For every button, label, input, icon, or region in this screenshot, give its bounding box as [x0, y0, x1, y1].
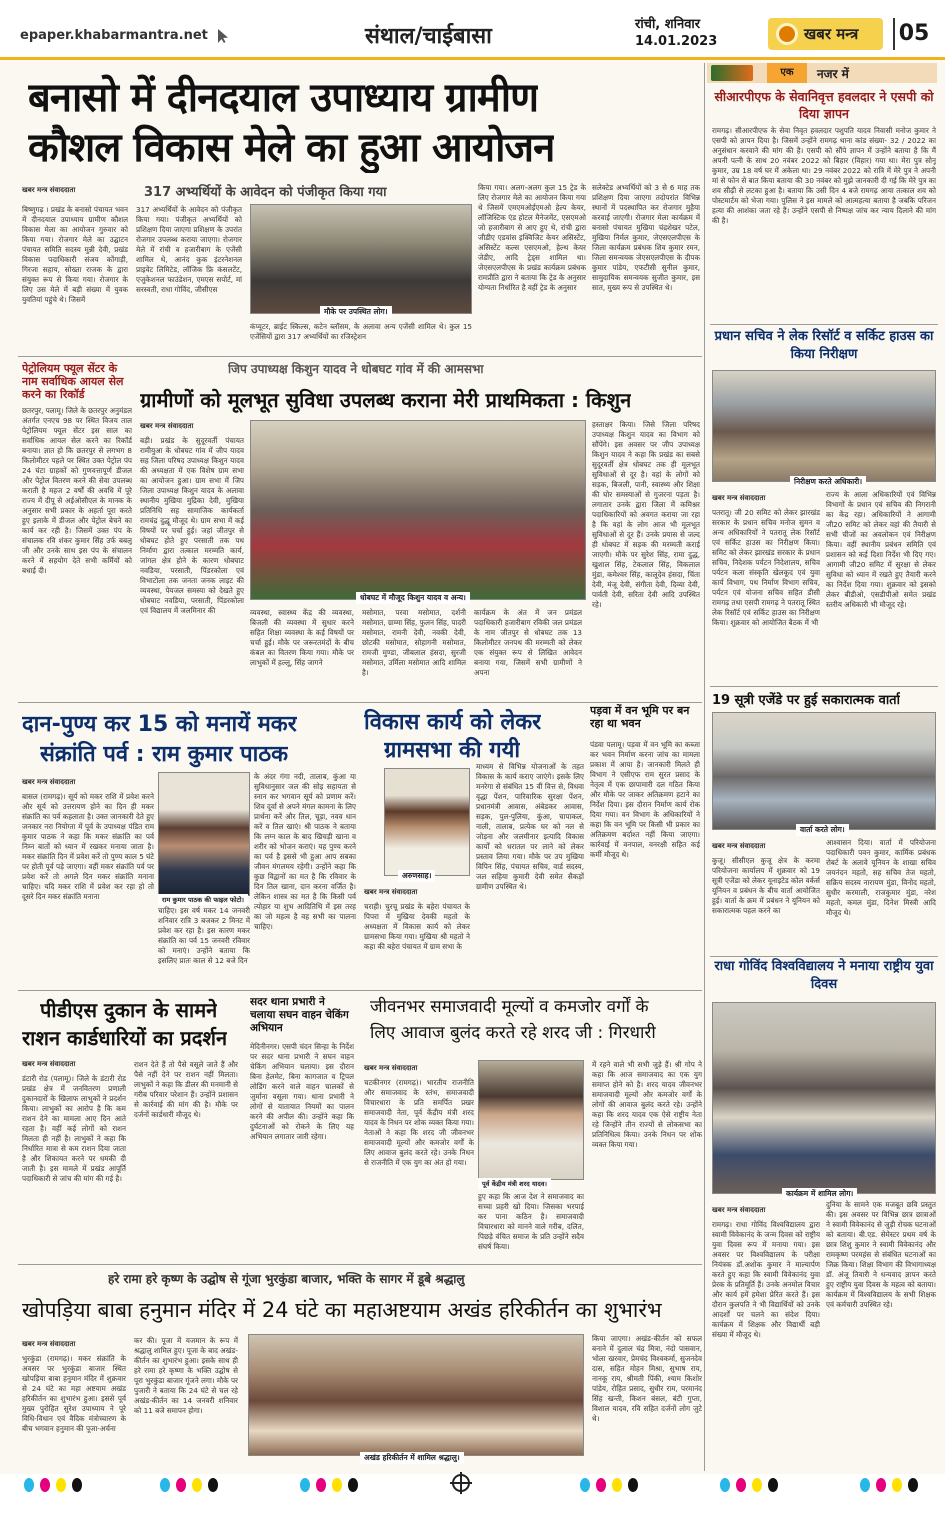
lead-photo-caption: मौके पर उपस्थित लोग।	[320, 306, 392, 318]
lead-col-3: कंप्यूटर, ब्राईट स्किल्स, कटेन ब्लॉसम, के अलावा अन्य एजेंसी शामिल थे। कुल 15 एजेंसियों द्वारा 317 अभ्यर्थियों का रजिस्ट्रेशन	[250, 322, 472, 341]
makar-headline-line1: दान-पुण्य कर 15 को मनायें मकर	[22, 712, 297, 737]
registration-dot	[176, 1478, 186, 1492]
lead-headline-line2: कौशल विकास मेले का हुआ आयोजन	[28, 125, 555, 171]
sharad-col-3: में रहने वाले भी सभी जुड़े हैं। श्री गोप ने कहा कि आज समाजवाद का एक युग समाप्त होने को है। शरद यादव जीवनभर समाजवादी मूल्यों और कमजोर वर्गों के लोगों की आवाज बुलंद करते रहे। उन्होंने कहा कि शरद यादव एक ऐसे राष्ट्रीय नेता रहे जिन्होंने तीन राज्यों से लोकसभा का प्रतिनिधित्व किया। उनके निधन पर शोक व्यक्त किया गया।	[592, 1060, 702, 1149]
lead-col-4: किया गया। अलग-अलग कुल 15 ट्रेड के लिए रोजगार मेले का आयोजन किया गया थे जिसमें एमएमओईएमओ हेल्प केयर, लॉजिस्टिक एंड होटल मैनेजमेंट, एसएमओ जो हजारीबाग से आए हुए थे, रांची द्वारा जीडीए एडवांस इक्विजिट केयर असिस्टेंट, असिस्टेंट कल्स एसएमओ, हेल्थ केयर जेडीए, आदि ट्रेड्स शामिल था। जेएसएलपीएस के प्रखंड कार्यक्रम प्रबंधक रामप्रीति द्वारा ने बताया कि ट्रेड के अनुसार योग्यता निर्धारित है वहीं ट्रेड के अनुसार	[478, 183, 586, 292]
divider	[710, 324, 938, 325]
divider	[18, 990, 702, 991]
van-headline: पड़वा में वन भूमि पर बन रहा था भवन	[590, 704, 690, 730]
yuva-byline: खबर मन्त्र संवाददाता	[712, 1206, 766, 1214]
hanuman-col-2: कर की। पूजा में यजमान के रूप में श्रद्धालु शामिल हुए। पूजा के बाद अखंड-कीर्तन का शुभारंभ हुआ। इसके साथ ही हरे रामा हरे कृष्णा के भक्ति उद्घोष से पूरा भुरकुंडा बाजार गूंजने लगा। मौके पर पुजारी ने बताया कि 24 घंटे से चल रहे अखंड-कीर्तन का 14 जनवरी शनिवार को 11 बजे समापन होगा।	[134, 1336, 238, 1415]
registration-crosshair-icon	[452, 1474, 470, 1492]
divider	[18, 356, 702, 357]
resort-photo	[712, 370, 936, 482]
kishun-col-2: व्यवस्था, स्वास्थ्य केंद्र की व्यवस्था, बिजली की व्यवस्था में सुधार करने सहित शिक्षा व्यवस्था के कई विषयों पर चर्चा हुई। मौके पर जरूरतमंदों के बीच कंबल का वितरण किया गया। मौके पर लाभुकों में हल्लू, सिंह जागने	[250, 608, 354, 667]
makar-col-3: के अंदर गंगा नदी, तालाब, कुंआ या सुविधानुसार जल की सोइ सहायता से स्नान कर भगवान सूर्य को प्रणाम करें। शिव दूर्वा से अपने मंगल कामना के लिए प्रार्थना करें और तिल, चूड़ा, नवव धान करें व तिल खाएं। श्री पाठक ने बताया कि लग्न काल के बाद खिचड़ी खाना व शरीर को भोजन कराएं। यह पुण्य करने का पर्व है इससे भी हुआ आप सबका जीवन मंगलमय रहेगी। उन्होंने कहा कि कुछ विद्वानों का मत है कि रविवार के दिन तिल खाना, दान करना वर्जित है। लेकिन शास्त्र का मत है कि किसी पर्व त्योहार या शुभ आदितिथि में इस तरह का जो महत्व है वह सभी का पालना चाहिए।	[254, 772, 356, 931]
makar-photo-caption: राम कुमार पाठक की फाइल फोटो।	[158, 894, 248, 905]
kishun-byline: खबर मन्त्र संवाददाता	[140, 422, 194, 430]
page-number: 05	[893, 18, 933, 50]
pds-col-2: राशन देते हैं तो पैसे वसूले जाते हैं और पैसे नहीं देने पर राशन नहीं मिलता। लाभुकों ने कहा कि डीलर की मनमानी से गरीब परिवार परेशान हैं। उन्होंने प्रशासन से कार्रवाई की मांग की है। मौके पर दर्जनों कार्डधारी मौजूद थे।	[134, 1060, 238, 1119]
registration-dot	[192, 1478, 202, 1492]
hanuman-photo-caption: अखंड हरिकीर्तन में शामिल श्रद्धालु।	[360, 1452, 464, 1464]
agenda-photo	[712, 712, 936, 830]
sidebar-tag	[707, 63, 937, 83]
registration-dot	[720, 1478, 730, 1492]
registration-dot	[892, 1478, 902, 1492]
kishun-photo	[250, 420, 586, 600]
agenda-photo-caption: वार्ता करते लोग।	[796, 824, 849, 836]
resort-col-2: राज्य के आला अधिकारियों एवं विभिन्न विभागों के प्रधान एवं सचिव की निगरानी का केंद्र रहा। अधिकारियों ने आगामी जी20 समिट को लेकर वहां की तैयारी से सभी चीजों का अवलोकन एवं निरीक्षण किया। वहीं स्थानीय प्रबंधन समिति एवं प्रशासन को कई दिशा निर्देश भी दिए गए। आगामी जी20 समिट में सुरक्षा से लेकर सुविधा को ध्यान में रखते हुए तैयारी करने का निर्देश दिया गया। शुक्रवार को इसको लेकर बीडीओ, एसडीपीओ समेत प्रखंड स्तरीय अधिकारी भी मौजूद रहे।	[826, 490, 936, 609]
page-header	[0, 0, 945, 60]
sharad-headline-line2: लिए आवाज बुलंद करते रहे शरद जी : गिरधारी	[370, 1023, 656, 1043]
divider	[710, 686, 938, 687]
yuva-photo-caption: कार्यक्रम में शामिल लोग।	[782, 1188, 857, 1200]
sharad-col-2: हुए कहा कि आज देश ने समाजवाद का सच्चा प्रहरी खो दिया। जिसका भरपाई कर पाना कठिन है। समाजवादी विचारधारा को मानने वाले गरीब, दलित, पिछड़े वंचित समाज के प्रति उन्होंने सदैव संघर्ष किया।	[478, 1192, 584, 1251]
vikas-headline-line1: विकास कार्य को लेकर	[364, 710, 542, 735]
pds-headline-line2: राशन कार्डधारियों का प्रदर्शन	[22, 1026, 228, 1050]
crpf-headline: सीआरपीएफ के सेवानिवृत्त हवलदार ने एसपी को दिया ज्ञापन	[714, 89, 934, 121]
lead-byline: खबर मन्त्र संवाददाता	[22, 186, 76, 194]
resort-headline: प्रधान सचिव ने लेक रिसॉर्ट व सर्किट हाउस का किया निरीक्षण	[714, 329, 934, 362]
registration-dot	[160, 1478, 170, 1492]
lead-photo	[250, 204, 472, 314]
agenda-headline: 19 सूत्री एजेंडे पर हुई सकारात्मक वार्ता	[712, 693, 900, 708]
kishun-col-4: कार्यक्रम के अंत में जन प्रमंडल पदाधिकारी हजारीबाग रविकी जल प्रमंडल के नाम जीतपुर से धोबघट तक 13 किलोमीटर जनपथ की मरम्मती को लेकर एक संयुक्त रूप से लिखित आवेदन बनाया गया, जिसमें सभी ग्रामीणों ने अपना	[474, 608, 582, 677]
lead-col-5: सलेक्टेड अभ्यर्थियों को 3 से 6 माह तक प्रशिक्षण दिया जाएगा तदोपरांत विभिन्न स्थानों में पदस्थापित कर रोजगार मुहैया करवाई जाएगी। रोजगार मेला कार्यक्रम में बनासो पंचायत मुखिया चंद्रशेखर पटेल, मुखिया निर्मल कुमार, जेएसएलपीएस के जिला कार्यक्रम प्रबंधक शिव कुमार रमन, जिला समन्वयक जेएसएलपीएस के दीपक कुमार पांडेय, एफटीसी सुनील कुमार, सामुदायिक समन्वयक सुजीत कुमार, इस सात, मुख्य रूप से उपस्थित थे।	[592, 183, 700, 292]
lead-subhead: 317 अभ्यर्थियों के आवेदन को पंजीकृत किया गया	[144, 185, 387, 200]
registration-dot	[580, 1478, 590, 1492]
thana-text: मेदिनीनगर। एसपी चंदन सिन्हा के निर्देश पर सदर थाना प्रभारी ने सघन वाहन चेकिंग अभियान चलाया। इस दौरान बिना हेलमेट, बिना कागजात व ट्रिपल लोडिंग करने वाले वाहन चालकों से जुर्माना वसूला गया। थाना प्रभारी ने लोगों से यातायात नियमों का पालन करने की अपील की। उन्होंने कहा कि दुर्घटनाओं को रोकने के लिए यह अभियान लगातार जारी रहेगा।	[250, 1042, 354, 1141]
hanuman-photo	[248, 1334, 584, 1456]
petrol-headline: पेट्रोलियम फ्यूल सेंटर के नाम सर्वाधिक आयल सेल करने का रिकॉर्ड	[22, 362, 124, 401]
registration-dot	[40, 1478, 50, 1492]
agenda-col-2: आश्वासन दिया। वार्ता में परियोजना पदाधिकारी पवन कुमार, कार्मिक प्रबंधक रोबर्ट के अलावे यूनियन के शाखा सचिव जयनंदन महतो, सह सचिव तेज महतो, सक्रिय सदस्य नारायण मुंडा, विनोद महतो, सुधीर करमाली, राजकुमार मुंडा, नरेश महतो, कमल मुंडा, दिनेश मिस्त्री आदि मौजूद थे।	[826, 838, 936, 917]
registration-dot	[876, 1478, 886, 1492]
edition-date: 14.01.2023	[635, 34, 718, 49]
kishun-kicker: जिप उपाध्यक्ष किशुन यादव ने धोबघट गांव में की आमसभा	[228, 362, 484, 376]
resort-photo-caption: निरीक्षण करते अधिकारी।	[790, 476, 866, 488]
agenda-col-1: कुजू। सीसीएल कुजू क्षेत्र के करमा परियोजना कार्यालय में शुक्रवार को 19 सूत्री एजेंडा को लेकर यूनाइटेड कोल वर्कर्स यूनियन व प्रबंधन के बीच वार्ता आयोजित हुई। वार्ता के क्रम में प्रबंधन ने यूनियन को सकारात्मक पहल करने का	[712, 856, 820, 915]
sharad-headline-line1: जीवनभर समाजवादी मूल्यों व कमजोर वर्गों के	[370, 997, 649, 1017]
kishun-col-3: मसोमात, परवा मसोमात, दर्शनी मसोमात, ग्राम्मा सिंह, फुलन सिंह, पादरी मसोमात, रामनी देवी, नवकी देवी, छोटकी मसोमात, सोहागनी मसोमात, रामजी मुण्डा, जीबलाल हंसदा, सुरजी मसोमात, उर्मिला मसोमात आदि शामिल है।	[362, 608, 466, 677]
registration-dot	[300, 1478, 310, 1492]
registration-dot	[208, 1478, 218, 1492]
cursor-icon	[218, 29, 228, 43]
sharad-photo	[478, 1060, 584, 1180]
sharad-photo-caption: पूर्व केंद्रीय मंत्री शरद यादव।	[478, 1178, 551, 1189]
kishun-col-1: बड़ी। प्रखंड के सुदूरवर्ती पंचायत रामीयुआ के धोबघट गांव में जीप यादव सह जिला परिषद उपाध्यक्ष किशुन यादव की अध्यक्षता में एक विशेष ग्राम सभा का आयोजन हुआ। ग्राम सभा में जिप जिला उपाध्यक्ष किशुन यादव के अलावा स्थानीय मुखिया मुद्रिका देवी, मुखिया प्रतिनिधि सह सामाजिक कार्यकर्ता रामचंद्र दुद्धू मौजूद थे। ग्राम सभा में कई विषयों पर चर्चा हुई। जहां जीतपुर से धोबघट होते हुए परसाती तक पथ निर्माण द्वारा तत्काल मरम्मति कार्य, जांगल क्षेत्र होने के कारण धोबघाट नवडिया, परसाती, पिंडरकोला एवं विभाटोला तक जनता जनक लाइट की व्यवस्था, पेयजल समस्या को देखते हुए धोबघाट नवडिया, परसाती, पिंडरकोला एवं विद्यालय में जलमिनार की	[140, 436, 244, 615]
registration-dot	[612, 1478, 622, 1492]
pds-headline-line1: पीडीएस दुकान के सामने	[40, 998, 218, 1022]
yuva-photo	[712, 1002, 936, 1194]
thana-headline: सदर थाना प्रभारी ने चलाया सघन वाहन चेकिंग अभियान	[250, 996, 349, 1034]
sharad-byline: खबर मन्त्र संवाददाता	[364, 1064, 418, 1072]
hanuman-col-3: किया जाएगा। अखंड-कीर्तन को सफल बनाने में दुलाल चंद्र मित्रा, नंदो पासवान, भोला खरवार, प्रेमचंद विश्वकर्मा, सुजनदेव दास, सहित मोहन मिश्रा, सुभाष राय, नानकू राय, श्रीमती पिंकी, श्याम किशोर पांडेय, रोहित प्रसाद, सुधीर राम, परमानंद सिंह खन्ती, किशन बंसल, बंटी गुप्ता, विशाल यादव, रवि सहित दर्जनों लोग जुटे थे।	[592, 1334, 702, 1423]
pds-byline: खबर मन्त्र संवाददाता	[22, 1060, 76, 1068]
tag-ek: एक	[767, 63, 807, 83]
divider	[18, 1264, 702, 1265]
registration-dot	[348, 1478, 358, 1492]
vikas-photo-caption: अरुणसाह।	[398, 870, 435, 882]
city-day: रांची, शनिवार	[635, 17, 701, 32]
vikas-byline: खबर मन्त्र संवाददाता	[364, 888, 418, 896]
kishun-headline: ग्रामीणों को मूलभूत सुविधा उपलब्ध कराना मेरी प्राथमिकता : किशुन	[140, 388, 632, 412]
vikas-photo	[384, 768, 470, 876]
brand-name: खबर मन्त्र	[804, 25, 859, 43]
yuva-col-1: रामगढ़। राधा गोविंद विश्वविद्यालय द्वारा स्वामी विवेकानंद के जन्म दिवस को राष्ट्रीय युवा दिवस रूप में मनाया गया। इस अवसर पर विश्वविद्यालय के परीक्षा नियंत्रक डॉ.अशोक कुमार ने माल्यार्पण करते हुए कहा कि स्वामी विवेकानंद युवा प्रेरक के प्रतिमूर्ति हैं। उनके अनमोल विचार और कार्य हमें हमेशा प्रेरित करते हैं। इस दौरान कुलपति ने भी विद्यार्थियों को उनके आदर्शों पर चलने का संदेश दिया। कार्यक्रम में शिक्षक और विद्यार्थी बड़ी संख्या में मौजूद थे।	[712, 1220, 820, 1339]
registration-dot	[752, 1478, 762, 1492]
makar-photo	[158, 772, 250, 896]
vikas-col-2: माध्यम से विभिन्न योजनाओं के तहत विकास के कार्य कराए जाएंगे। इसके लिए मनरेगा से संबंधित 15 वीं वित्त से, विधवा वृद्धा पेंशन, पारिवारिक सुरक्षा पेंशन, प्रधानमंत्री आवास, अंबेडकर आवास, सड़क, पुल-पुलिया, कुंआ, चापाकल, नाली, तालाब, प्रत्येक घर को नल से जोड़ना और जलमीनार इत्यादि विकास कार्यों को धरातल पर लाने को लेकर प्रस्ताव लिया गया। मौके पर उप मुखिया विपिन सिंह, पंचायत सचिव, वार्ड सदस्य, जल सहिया कुमारी देवी समेत सैकड़ों ग्रामीण उपस्थित थे।	[476, 762, 584, 891]
registration-dot	[768, 1478, 778, 1492]
makar-col-2: चाहिए। इस वर्ष मकर 14 जनवरी शनिवार रात्रि 3 बजकर 2 मिनट में प्रवेश कर रहा है। इस कारण मकर संक्रांति का पर्व 15 जनवरी रविवार को मनाएं। उन्होंने बताया कि इसलिए प्रातः काल से 12 बजे दिन	[158, 906, 250, 965]
makar-byline: खबर मन्त्र संवाददाता	[22, 778, 76, 786]
page-footer	[0, 1474, 945, 1517]
brand-emblem-icon	[776, 23, 798, 45]
lead-col-2: 317 अभ्यर्थियों के आवेदन को पंजीकृत किया गया। पंजीकृत अभ्यर्थियों को प्रशिक्षण दिया जाएगा प्रशिक्षण के उपरांत रोजगार उपलब्ध कराया जाएगा। रोजगार मेले में रांची व हजारीबाग के एजेंसी शामिल थे, आनंद कुक इंटरनेशनल प्राइवेट लिमिटेड, लॉजिक फ्रि कंसलटेंट, एजुकेशनल फाउंडेशन, एमएस सपोर्ट, मां सरस्वती, राधा गोविंद, जीसीएस	[136, 205, 242, 294]
resort-byline: खबर मन्त्र संवाददाता	[712, 494, 766, 502]
lead-headline-line1: बनासो में दीनदयाल उपाध्याय ग्रामीण	[28, 75, 539, 121]
hanuman-byline: खबर मन्त्र संवाददाता	[22, 1340, 76, 1348]
tag-title: नजर में	[817, 67, 849, 81]
epaper-url[interactable]: epaper.khabarmantra.net	[20, 28, 208, 43]
registration-dot	[24, 1478, 34, 1492]
registration-dot	[908, 1478, 918, 1492]
registration-dot	[56, 1478, 66, 1492]
kishun-col-5: हस्ताक्षर किया। जिसे जिला परिषद उपाध्यक्ष किशुन यादव का विभाग को सौंपेंगे। इस अवसर पर जीप उपाध्यक्ष किशुन यादव ने कहा कि प्रखंड का सबसे सुदूरवर्ती क्षेत्र धोबघट तक ही मूलभूत सुविधाओं से दूर है। वहां के लोगों को सड़क, बिजली, पानी, स्वास्थ्य और शिक्षा की घोर समस्याओं से गुजरना पड़ता है। लगातार उनके द्वारा जिला में कमिश्नर पदाधिकारियों को अवगत कराया जा रहा है कि वहां के लोग आज भी मूलभूत सुविधाओं से दूर हैं। उनके प्रयास से जल्द ही धोबघट में सड़क की मरम्मती कराई जाएगी। मौके पर सुरेश सिंह, रामा दुद्ध, खुशाल सिंह, टेकलाल सिंह, विकलाल मुंडा, कमेश्वर सिंह, कालूदेव हंसदा, चिंता देवी, मंजू देवी, संगीता देवी, दिव्या देवी, पार्वती देवी, सरिता देवी आदि उपस्थित रहे।	[592, 420, 700, 609]
makar-col-1: बासल (रामगढ़)। सूर्य को मकर राशि में प्रवेश करने और सूर्य को उत्तरायण होने का दिन ही मकर संक्रांति का पर्व कहलाता है। उक्त जानकारी देते हुए जनकार नरा नियोग्ता में पूर्व के उपाध्यक्ष पंडित राम कुमार पाठक ने कहा कि मकर संक्रांति का पर्व निम्न बातों को ध्यान में रखकर मनाया जाता है। मकर संक्रांति दिन में प्रवेश करें तो पुण्य काल 5 घंटे पर होती पूर्व पड़े जाएगा। वहीं मकर संक्रांति पर्व पर प्रवेश करें तो अगले दिन मकर संक्रांति मनाना चाहिए। यदि मकर राशि में प्रवेश कर रहा हो तो दूसरे दिन मकर संक्रांति मनाना	[22, 792, 154, 901]
section-title: संथाल/चाईबासा	[365, 23, 492, 49]
hanuman-col-1: भुरकुंडा (रामगढ़)। मकर संक्रांति के अवसर पर भुरकुंडा बाजार स्थित खोपड़िया बाबा हनुमान मंदिर में शुक्रवार से 24 घंटे का महा अष्टयाम अखंड हरिकीर्तन का शुभारंभ हुआ। इससे पूर्व मुख्य पुरोहित सुरेश उपाध्याय ने पूरे विधि-विधान एवं वैदिक मंत्रोच्चारण के बीच भगवान हनुमान की पूजा-अर्चना	[22, 1354, 126, 1433]
registration-dot	[332, 1478, 342, 1492]
lead-col-1: बिष्णुगढ़ । प्रखंड के बनासो पंचायत भवन में दीनदयाल उपाध्याय ग्रामीण कौशल विकास मेला का आयोजन गुरुवार को किया गया। रोजगार मेले का उद्घाटन पंचायत समिति सदस्य मुन्नी देवी, प्रखंड विकास पदाधिकारी संजय कोंगाड़ी, गिरजा सहाय, सोख्ता राजक के द्वारा संयुक्त रूप से किया गया। रोजगार के लिए उस मेले में बड़ी संख्या में युवक युवतियां पहुंचे थे। जिसमें	[22, 205, 128, 304]
yuva-headline: राधा गोविंद विश्वविद्यालय ने मनाया राष्ट्रीय युवा दिवस	[714, 959, 934, 992]
registration-dot	[628, 1478, 638, 1492]
registration-dot	[596, 1478, 606, 1492]
tag-flag-icon	[711, 65, 753, 81]
sidebar-divider	[704, 63, 705, 1471]
makar-headline-line2: संक्रांति पर्व : राम कुमार पाठक	[40, 742, 288, 767]
divider	[18, 702, 702, 703]
registration-dot	[72, 1478, 82, 1492]
hanuman-kicker: हरे रामा हरे कृष्ण के उद्घोष से गूंजा भुरकुंडा बाजार, भक्ति के सागर में डूबे श्रद्धालु	[108, 1272, 465, 1286]
petrol-text: छतरपुर, पलामू। जिले के छतरपुर अनुमंडल अंतर्गत एनएच 98 पर स्थित विजय ताल पेट्रोलियम फ्यूल सेंटर इस साल का सर्वाधिक आयल सेल करने का रिकॉर्ड बनाया। ज्ञात हो कि छतरपुर से लगभग 8 किलोमीटर पहले पर स्थित उक्त पेट्रोल पंप 24 घंटा ग्राहकों को गुणवत्तापूर्ण डीजल और पेट्रोल वितरण करने की सेवा उपलब्ध कराती है महज 2 वर्षों की अवधि में पूरे राज्य में दीपू से अईओसीएल के मानक के अनुसार सभी प्रकार के अहर्ता पूरा करते हुए इलाके में डीजल और पेट्रोल बेचने का कार्य कर रही है। जिसमें उक्त पंप के संचालक रवि शंकर कुमार सिंह उर्फ बबलू जी और उनके साथ इस पंप के संचालन करने में सहयोग देते सभी कर्मियों को बधाई दी।	[22, 406, 132, 575]
sharad-col-1: चटकीनगर (रामगढ़)। भारतीय राजनीति और समाजवाद के स्तंभ, समाजवादी विचारधारा के प्रति समर्पित प्रखर समाजवादी नेता, पूर्व केंद्रीय मंत्री शरद यादव के निधन पर शोक व्यक्त किया गया। नेताओं ने कहा कि शरद जी जीवनभर समाजवादी मूल्यों और कमजोर वर्गों के लिए आवाज बुलंद करते रहे। उनके निधन से राजनीति में एक युग का अंत हो गया।	[364, 1078, 474, 1167]
resort-col-1: पतरातू। जी 20 समिट को लेकर झारखंड सरकार के प्रधान सचिव मनोज सुमन व अन्य अधिकारियों ने पतरातू लेक रिसॉर्ट एवं सर्किट हाउस का निरीक्षण किया। समिट को लेकर झारखंड सरकार के प्रधान सचिव, निदेशक पर्यटन निदेशालय, सचिव पर्यटन कला संस्कृति खेलकूद एवं युवा कार्य विभाग, पथ निर्माण विभाग सचिव, पर्यटन एवं योजना सचिव सहित डीसी रामगढ़ तथा एसपी रामगढ़ ने पतरातू स्थित लेक रिसॉर्ट एवं सर्किट हाउस का निरीक्षण किया। शुक्रवार को आयोजित बैठक में भी	[712, 508, 820, 627]
crpf-text: रामगढ़। सीआरपीएफ के सेवा निवृत हवलदार पशुपति यादव निवासी मनोज कुमार ने एसपी को ज्ञापन दिया है। जिसमें उन्होंने रामगढ़ थाना कांड संख्या- 32 / 2022 का अनुसंधान करवाने की मांग की है। एसपी को सौंपे ज्ञापन में उन्होंने बताया है कि मैं अपनी पत्नी के साथ 20 नवंबर 2022 को बिहार (विहार) गया था। मेरा पुत्र सोनू कुमार, उम्र 18 वर्ष घर में अकेला था। 29 नवंबर 2022 को रात्रि में मेरे पुत्र ने अपनी मां से फोन से बात किया बताया की 30 नवंबर को मुझे जानकारी दी गई कि मेरे पुत्र का शव सीढ़ी से लटका हुआ है। बताया कि उसी दिन 4 बजे रामगढ़ आया तत्काल शव को पोस्टमार्टम को भेजा गया। पुलिस ने इस मामले को आत्महत्या बताया है जबकि परिजन हत्या की आशंका जता रहे हैं। उन्होंने एसपी से निष्पक्ष जांच कर न्याय दिलाने की मांग की है।	[712, 126, 936, 225]
yuva-col-2: दुनिया के सामने एक मजबूत छवि प्रस्तुत की। इस अवसर पर विभिन्न छात्र छात्राओं ने स्वामी विवेकानंद से जुड़ी रोचक घटनाओं को बताया। बी.एड. सेमेस्टर प्रथम वर्ष के छात्र शिशु कुमार ने स्वामी विवेकानंद और रामकृष्ण परमहंस से संबंधित घटनाओं का जिक्र किया। शिक्षा विभाग की विभागाध्यक्ष डॉ. अंजू तिवारी ने धन्यवाद ज्ञापन करते हुए राष्ट्रीय युवा दिवस के महत्व को बताया। कार्यक्रम में विश्वविद्यालय के सभी शिक्षक एवं कर्मचारी उपस्थित रहे।	[826, 1200, 936, 1309]
vikas-headline-line2: ग्रामसभा की गयी	[384, 738, 521, 763]
hanuman-headline: खोपड़िया बाबा हनुमान मंदिर में 24 घंटे का महाअष्टयाम अखंड हरिकीर्तन का शुभारंभ	[22, 1298, 662, 1322]
kishun-photo-caption: धोबघट में मौजूद किशुन यादव व अन्य।	[356, 592, 470, 604]
registration-dot	[316, 1478, 326, 1492]
vikas-col-1: चराही। चुरचू प्रखंड के बहेरा पंचायत के पिपरा में मुखिया देवकी महतो के अध्यक्षता में विकास कार्य को लेकर ग्रामसभा किया गया। मुखिया श्री महतो ने कहा की बहेरा पंचायत में ग्राम सभा के	[364, 902, 470, 951]
registration-dot	[736, 1478, 746, 1492]
van-text: पंडवा पलामू। पड़वा में वन भूमि का कब्जा कर भवन निर्माण करना जांच का मामला प्रकाश में आया है। जानकारी मिलते ही विभाग ने एसीएफ राम सुरत प्रसाद के नेतृत्व में एक छापामारी दल गठित किया और मौके पर जाकर अतिक्रमण हटाने का निर्देश दिया। इस दौरान निर्माण कार्य रोक दिया गया। वन विभाग के अधिकारियों ने कहा कि वन भूमि पर किसी भी प्रकार का अतिक्रमण बर्दाश्त नहीं किया जाएगा। कार्रवाई में वनपाल, वनरक्षी सहित कई कर्मी मौजूद थे।	[590, 740, 700, 859]
registration-dot	[860, 1478, 870, 1492]
divider	[710, 956, 938, 957]
pds-col-1: डंटारी रोड (पलामू)। जिले के डंटारी रोड प्रखंड क्षेत्र में जनवितरण प्रणाली दुकानदारों के खिलाफ लाभुकों ने प्रदर्शन किया। लाभुकों का आरोप है कि कम राशन देने का मामला आए दिन आते रहता है। वहीं कई लोगों को राशन मिलता ही नहीं है। लाभुकों ने कहा कि निर्धारित मात्रा से कम राशन दिया जाता है और शिकायत करने पर धमकी दी जाती है। इस मामले में प्रखंड आपूर्ति पदाधिकारी से जांच की मांग की गई है।	[22, 1074, 126, 1183]
agenda-byline: खबर मन्त्र संवाददाता	[712, 842, 766, 850]
